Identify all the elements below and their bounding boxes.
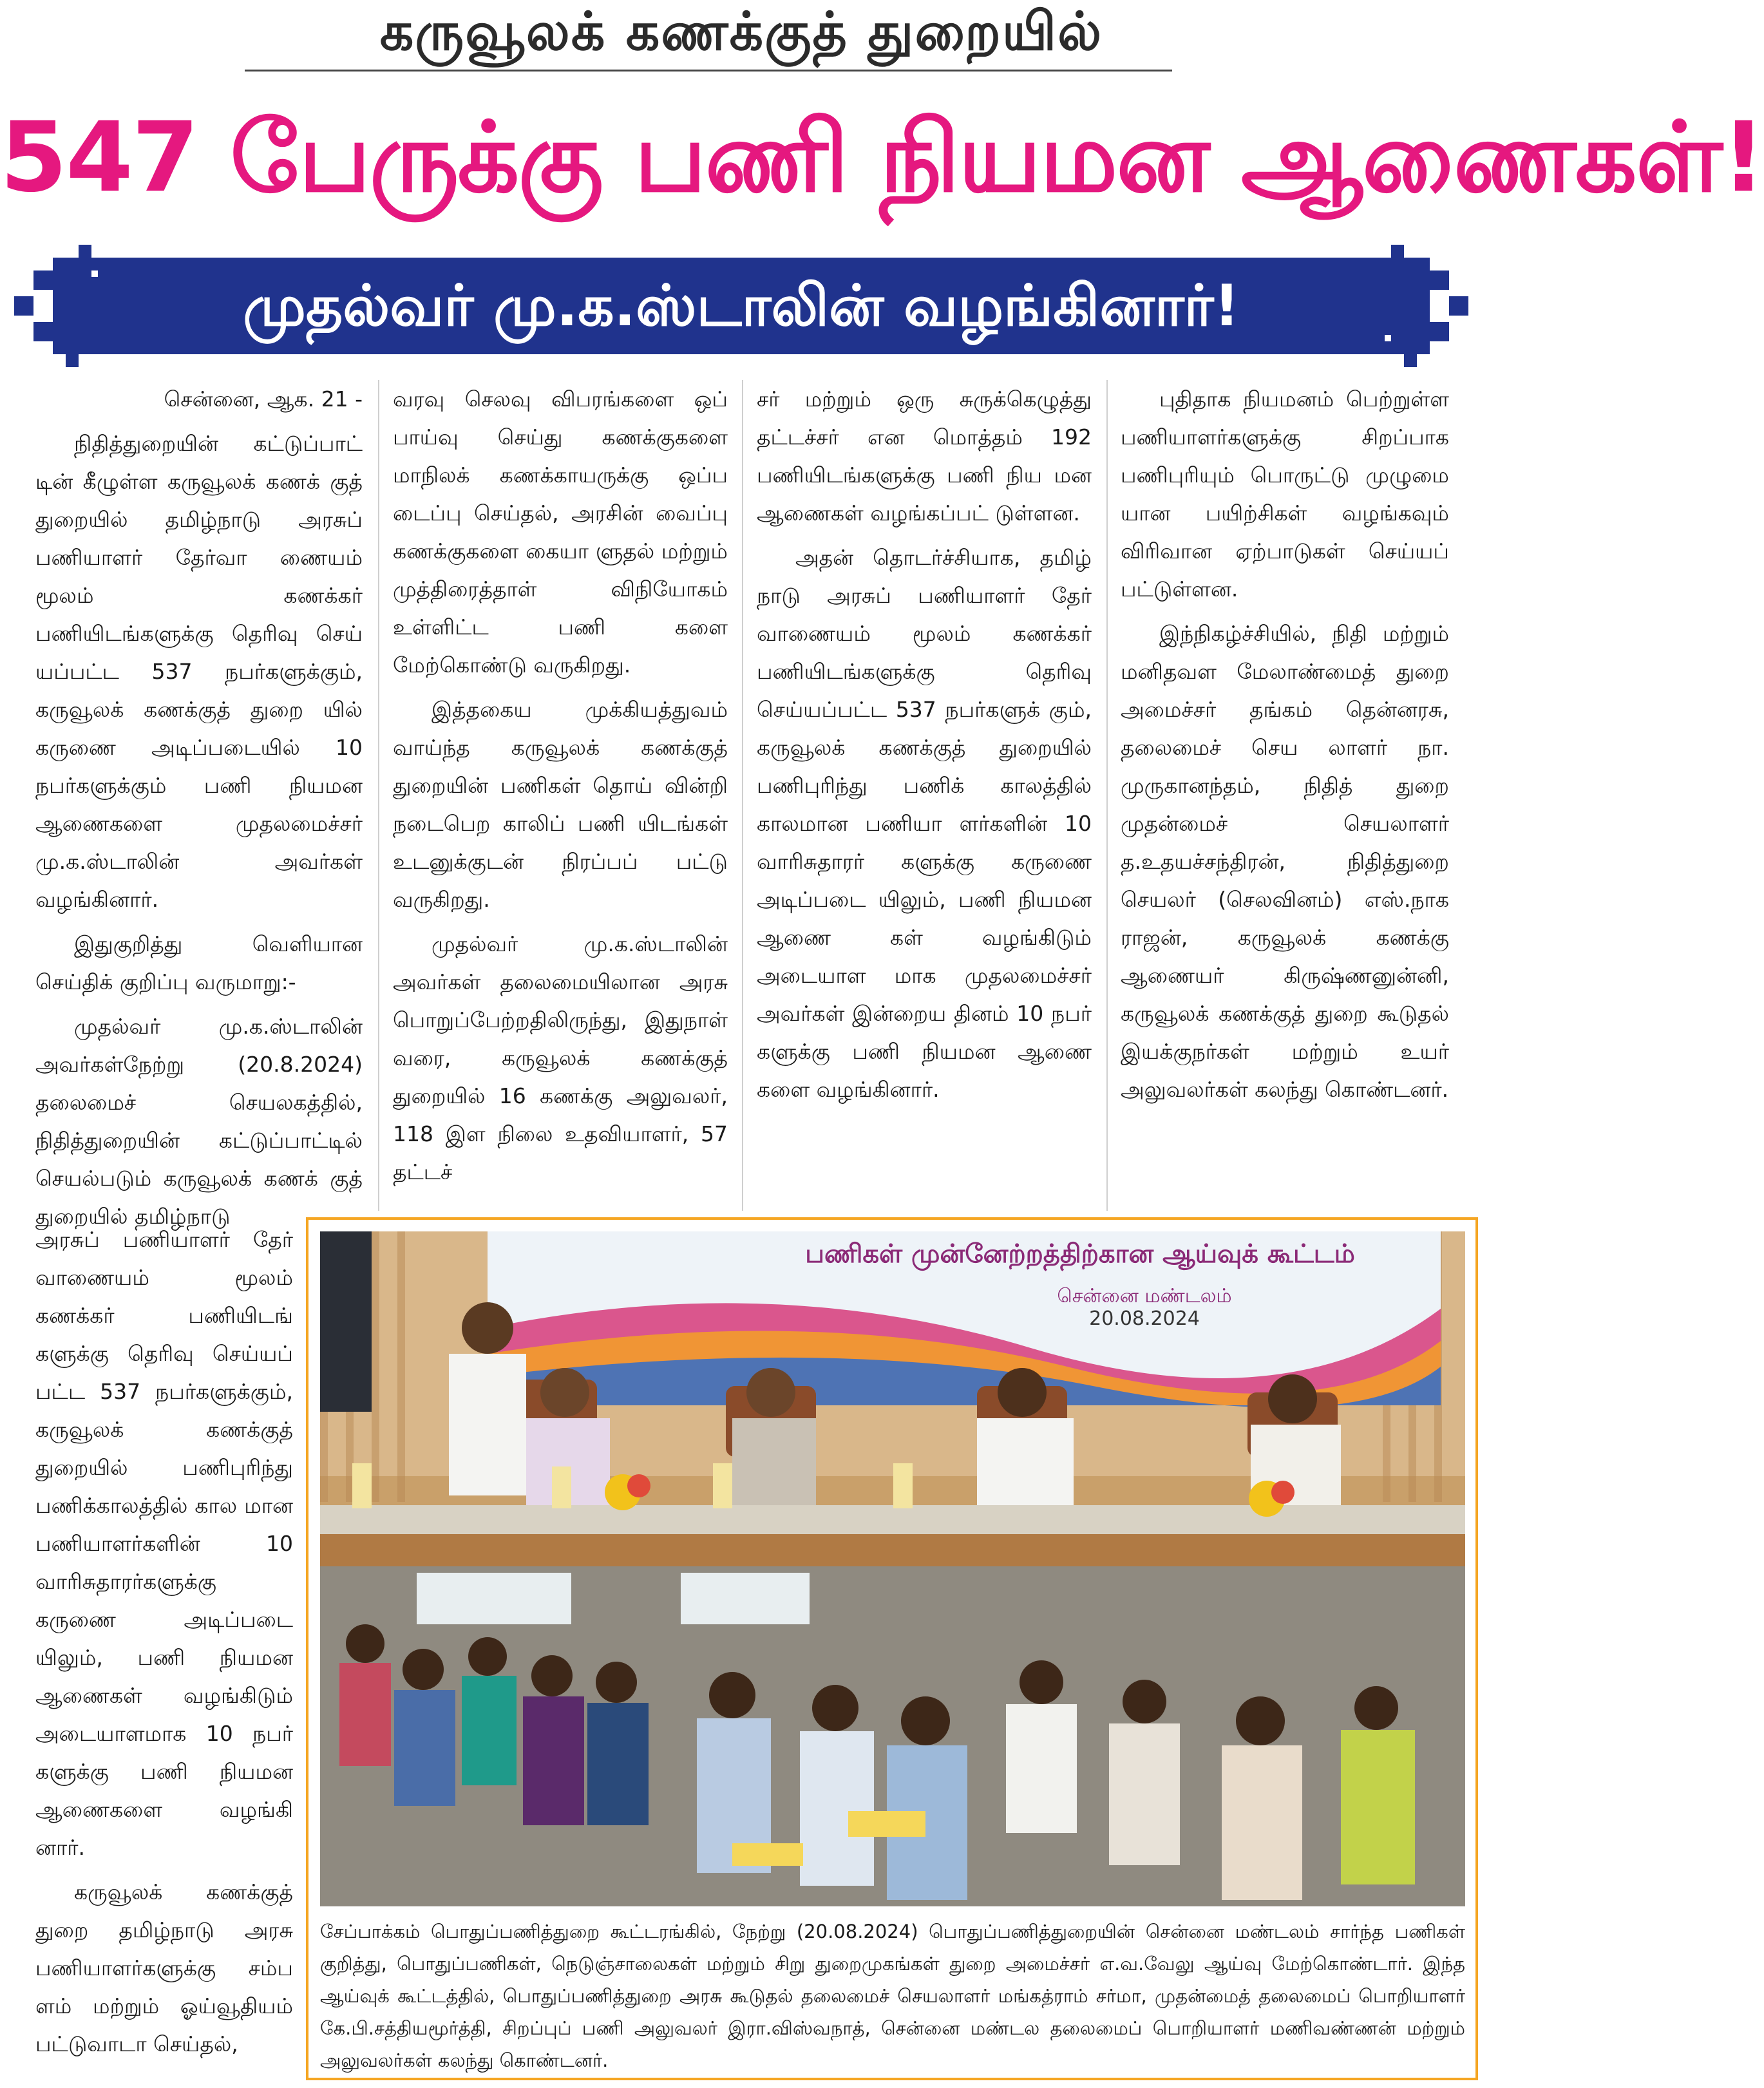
paragraph: அரசுப் பணியாளர் தேர் வாணையம் மூலம் கணக்கர் பணியிடங் களுக்கு தெரிவு செய்யப் பட்ட 537 நபர்களுக்கும், கருவூலக் கணக்குத் துறையில் பணிபுரிந்து பணிக்காலத்தில் கால மான பணியாளர்களின் 10 வாரிசுதாரர்களுக்கு கருணை அடிப்படை யிலும், பணி நியமன ஆணைகள் வழங்கிடும் அடையாளமாக 10 நபர் களுக்கு பணி நியமன ஆணைகளை வழங்கி னார். <box>35 1227 293 1860</box>
paragraph: சர் மற்றும் ஒரு சுருக்கெழுத்து தட்டச்சர் என மொத்தம் 192 பணியிடங்களுக்கு பணி நிய மன ஆணைகள் வழங்கப்பட் டுள்ளன. <box>757 386 1092 526</box>
paragraph: இந்நிகழ்ச்சியில், நிதி மற்றும் மனிதவள மேலாண்மைத் துறை அமைச்சர் தங்கம் தென்னரசு, தலைமைச் செய லாளர் நா. முருகானந்தம், நிதித் துறை முதன்மைச் செயலாளர் த.உதயச்சந்திரன், நிதித்துறை செயலர் (செலவினம்) எஸ்.நாக ராஜன், கருவூலக் கணக்கு ஆணையர் கிருஷ்ணனுன்னி, கருவூலக் கணக்குத் துறை கூடுதல் இயக்குநர்கள் மற்றும் உயர் அலுவலர்கள் கலந்து கொண்டனர். <box>1121 621 1449 1102</box>
photo-box <box>306 1217 1478 2080</box>
kicker-rule <box>245 70 1172 71</box>
backdrop-place: சென்னை மண்டலம் <box>1057 1285 1232 1307</box>
banner-pixel <box>33 322 53 341</box>
banner-pixel <box>33 270 53 290</box>
meeting-photo-illustration <box>320 1231 1465 1906</box>
paragraph: கருவூலக் கணக்குத் துறை தமிழ்நாடு அரசு பணியாளர்களுக்கு சம்ப ளம் மற்றும் ஓய்வூதியம் பட்டுவாடா செய்தல், <box>35 1879 293 2056</box>
paragraph: முதல்வர் மு.க.ஸ்டாலின் அவர்கள்நேற்று (20.8.2024) தலைமைச் செயலகத்தில், நிதித்துறையின் கட்டுப்பாட்டில் செயல்படும் கருவூலக் கணக் குத் துறையில் தமிழ்நாடு <box>35 1014 363 1229</box>
headline: 547 பேருக்கு பணி நியமன ஆணைகள்! <box>0 102 1764 214</box>
column-divider <box>742 380 743 1211</box>
banner-pixel <box>79 245 91 258</box>
backdrop-title: பணிகள் முன்னேற்றத்திற்கான ஆய்வுக் கூட்டம் <box>805 1239 1355 1269</box>
paragraph: புதிதாக நியமனம் பெற்றுள்ள பணியாளர்களுக்கு சிறப்பாக பணிபுரியும் பொருட்டு முழுமை யான பயிற்சிகள் வழங்கவும் விரிவான ஏற்பாடுகள் செய்யப் பட்டுள்ளன. <box>1121 386 1449 602</box>
column-divider <box>1106 380 1108 1211</box>
banner-pixel <box>1404 354 1417 367</box>
banner-pixel <box>1430 322 1449 341</box>
article-column-1 <box>35 380 363 1242</box>
photo-caption: சேப்பாக்கம் பொதுப்பணித்துறை கூட்டரங்கில், நேற்று (20.08.2024) பொதுப்பணித்துறையின் சென்னை மண்டலம் சார்ந்த பணிகள் குறித்து, பொதுப்பணிகள், நெடுஞ்சாலைகள் மற்றும் சிறு துறைமுகங்கள் துறை அமைச்சர் எ.வ.வேலு ஆய்வு மேற்கொண்டார். இந்த ஆய்வுக் கூட்டத்தில், பொதுப்பணித்துறை அரசு கூடுதல் தலைமைச் செயலாளர் மங்கத்ராம் சர்மா, முதன்மைத் தலைமைப் பொறியாளர் கே.பி.சத்தியமூர்த்தி, சிறப்புப் பணி அலுவலர் இரா.விஸ்வநாத், சென்னை மண்டல தலைமைப் பொறியாளர் மணிவண்ணன் மற்றும் அலுவலர்கள் கலந்து கொண்டனர். <box>320 1921 1465 2071</box>
kicker: கருவூலக் கணக்குத் துறையில் <box>379 1 1103 62</box>
column-divider <box>378 380 379 1211</box>
backdrop-date: 20.08.2024 <box>1089 1307 1200 1330</box>
article-column-2 <box>393 380 728 1197</box>
dateline: சென்னை, ஆக. 21 - <box>164 386 363 412</box>
article-column-4 <box>1121 380 1449 1115</box>
subhead-banner <box>53 258 1430 354</box>
paragraph: வரவு செலவு விபரங்களை ஒப் பாய்வு செய்து கணக்குகளை மாநிலக் கணக்காயருக்கு ஒப்ப டைப்பு செய்தல், அரசின் வைப்பு கணக்குகளை கையா ளுதல் மற்றும் முத்திரைத்தாள் விநியோகம் உள்ளிட்ட பணி களை மேற்கொண்டு வருகிறது. <box>393 386 728 678</box>
paragraph: இதுகுறித்து வெளியான செய்திக் குறிப்பு வருமாறு:- <box>35 931 363 994</box>
paragraph: நிதித்துறையின் கட்டுப்பாட் டின் கீழுள்ள கருவூலக் கணக் குத் துறையில் தமிழ்நாடு அரசுப் பணியாளர் தேர்வா ணையம் மூலம் கணக்கர் பணியிடங்களுக்கு தெரிவு செய் யப்பட்ட 537 நபர்களுக்கும், கருவூலக் கணக்குத் துறை யில் கருணை அடிப்படையில் 10 நபர்களுக்கும் பணி நியமன ஆணைகளை முதலமைச்சர் மு.க.ஸ்டாலின் அவர்கள் வழங்கினார். <box>35 431 363 912</box>
banner-pixel <box>1430 270 1449 290</box>
article-column-1-lower <box>35 1220 293 2069</box>
subhead: முதல்வர் மு.க.ஸ்டாலின் வழங்கினார்! <box>243 272 1240 339</box>
banner-pixel <box>1391 245 1404 258</box>
article-column-3 <box>757 380 1092 1115</box>
meeting-photo <box>320 1231 1465 1906</box>
banner-pixel <box>66 354 79 367</box>
paragraph: இத்தகைய முக்கியத்துவம் வாய்ந்த கருவூலக் கணக்குத் துறையின் பணிகள் தொய் வின்றி நடைபெற காலிப் பணி யிடங்கள் உடனுக்குடன் நிரப்பப் பட்டு வருகிறது. <box>393 697 728 912</box>
paragraph: முதல்வர் மு.க.ஸ்டாலின் அவர்கள் தலைமையிலான அரசு பொறுப்பேற்றதிலிருந்து, இதுநாள் வரை, கருவூலக் கணக்குத் துறையில் 16 கணக்கு அலுவலர், 118 இள நிலை உதவியாளர், 57 தட்டச் <box>393 931 728 1184</box>
banner-pixel <box>14 296 33 316</box>
paragraph: அதன் தொடர்ச்சியாக, தமிழ் நாடு அரசுப் பணியாளர் தேர் வாணையம் மூலம் கணக்கர் பணியிடங்களுக்கு தெரிவு செய்யப்பட்ட 537 நபர்களுக் கும், கருவூலக் கணக்குத் துறையில் பணிபுரிந்து பணிக் காலத்தில் காலமான பணியா ளர்களின் 10 வாரிசுதாரர் களுக்கு கருணை அடிப்படை யிலும், பணி நியமன ஆணை கள் வழங்கிடும் அடையாள மாக முதலமைச்சர் அவர்கள் இன்றைய தினம் 10 நபர் களுக்கு பணி நியமன ஆணை களை வழங்கினார். <box>757 545 1092 1102</box>
banner-pixel <box>1449 296 1468 316</box>
